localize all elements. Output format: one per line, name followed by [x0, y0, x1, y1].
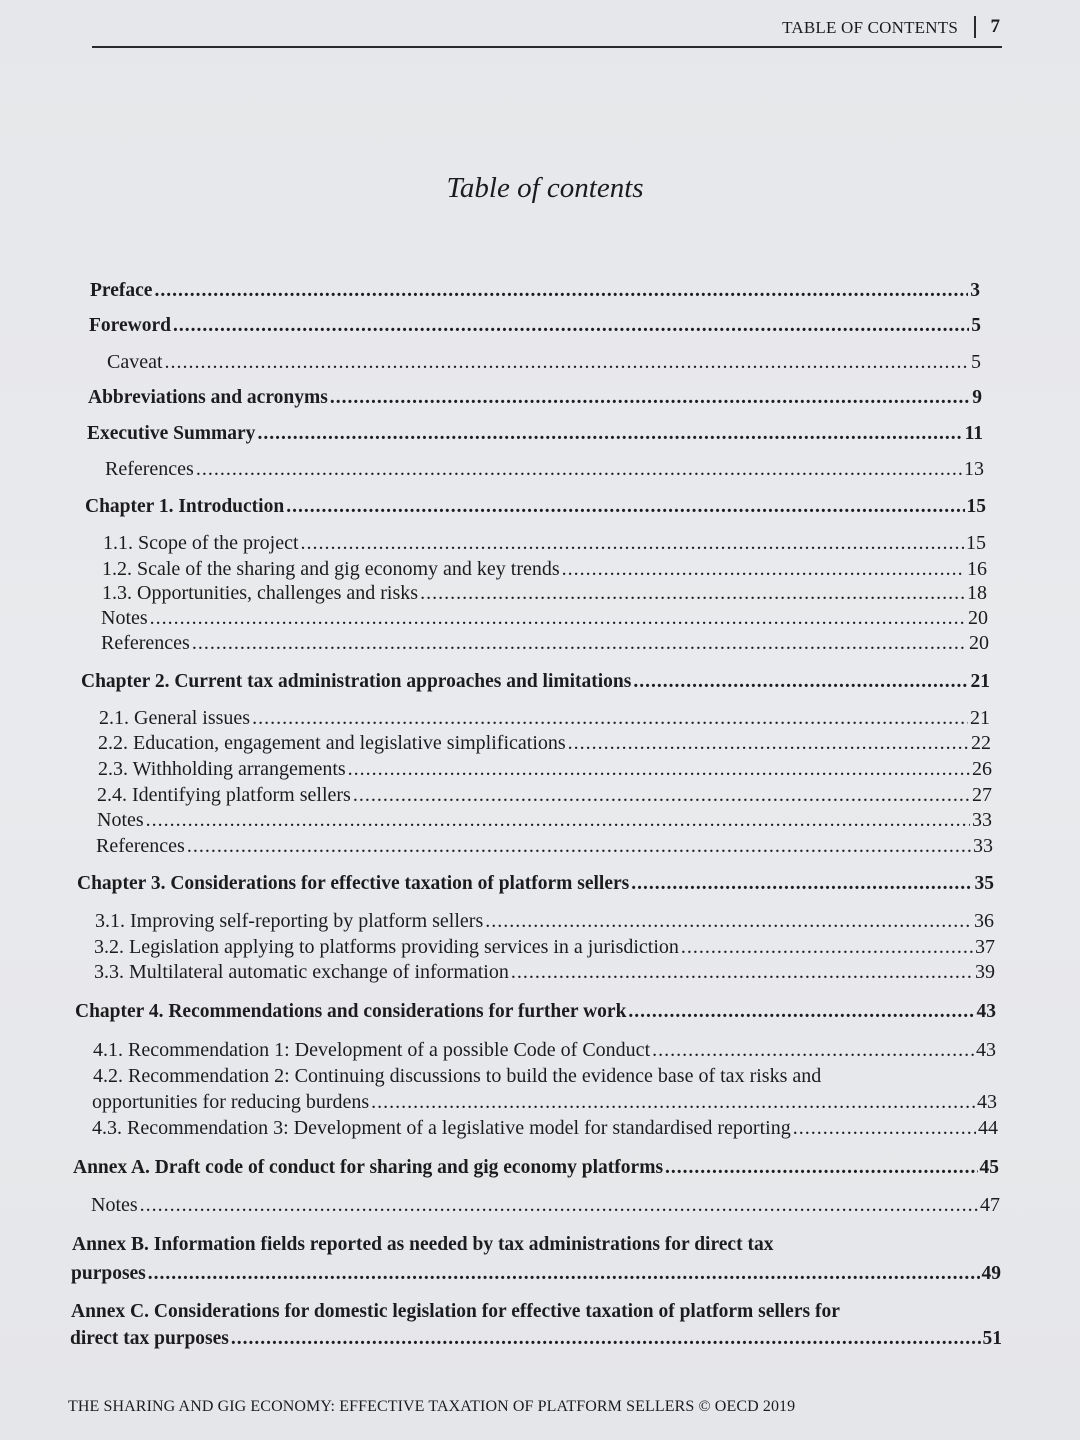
- toc-page: 47: [980, 1194, 1000, 1216]
- toc-label: Notes: [101, 607, 148, 629]
- toc-label: Chapter 3. Considerations for effective taxation of platform sellers: [77, 873, 630, 894]
- toc-entry-2-2[interactable]: [98, 732, 991, 755]
- toc-label: opportunities for reducing burdens: [92, 1091, 370, 1113]
- running-title: TABLE OF CONTENTS: [782, 18, 958, 37]
- toc-page: 39: [975, 961, 995, 983]
- toc-label: 3.3. Multilateral automatic exchange of information: [94, 961, 509, 983]
- toc-page: 33: [973, 835, 993, 857]
- toc-entry-chapter-2[interactable]: [81, 671, 990, 693]
- toc-label: Chapter 4. Recommendations and considerations for further work: [75, 1001, 627, 1022]
- toc-entry-caveat[interactable]: [107, 351, 981, 374]
- toc-label: Chapter 2. Current tax administration approaches and limitations: [81, 671, 632, 692]
- toc-label: 3.2. Legislation applying to platforms providing services in a jurisdiction: [94, 936, 679, 958]
- toc-page: 18: [967, 582, 987, 604]
- toc-page: 22: [971, 732, 991, 754]
- toc-page: 36: [974, 910, 994, 932]
- toc-entry-annex-c-first-line[interactable]: Annex C. Considerations for domestic legislation for effective taxation of platform sellers for: [71, 1301, 840, 1322]
- toc-entry-chapter-1[interactable]: [85, 496, 986, 518]
- toc-leader: [252, 707, 968, 730]
- toc-label: References: [101, 632, 190, 654]
- toc-leader: [348, 758, 970, 781]
- toc-entry-abbreviations[interactable]: [88, 387, 982, 409]
- toc-entry-chapter-4[interactable]: [75, 1001, 996, 1023]
- toc-label: Abbreviations and acronyms: [88, 387, 328, 408]
- toc-leader: [187, 835, 971, 858]
- toc-page: 9: [972, 387, 982, 408]
- toc-leader: [301, 532, 965, 555]
- toc-leader: [173, 315, 969, 337]
- toc-label: Annex A. Draft code of conduct for sharing and gig economy platforms: [73, 1157, 664, 1178]
- toc-entry-2-1[interactable]: [99, 707, 990, 730]
- toc-page: 3: [970, 280, 980, 301]
- toc-label: 2.2. Education, engagement and legislative simplifications: [98, 732, 566, 754]
- toc-entry-annex-b[interactable]: [71, 1263, 1001, 1285]
- toc-entry-executive-summary[interactable]: [87, 423, 983, 445]
- toc-leader: [631, 873, 972, 895]
- toc-label: References: [105, 458, 194, 480]
- toc-label: Chapter 1. Introduction: [85, 496, 285, 517]
- toc-entry-1-2[interactable]: [102, 558, 987, 581]
- toc-label: References: [96, 835, 185, 857]
- toc-entry-preface[interactable]: [90, 280, 980, 302]
- toc-page: 15: [966, 532, 986, 554]
- toc-leader: [330, 387, 970, 409]
- toc-entry-references[interactable]: [101, 632, 989, 655]
- toc-entry-references[interactable]: [96, 835, 993, 858]
- toc-page: 45: [979, 1157, 999, 1178]
- toc-entry-4-3[interactable]: [92, 1117, 998, 1140]
- toc-entry-foreword[interactable]: [89, 315, 981, 337]
- toc-page: 27: [972, 784, 992, 806]
- toc-page: 35: [974, 873, 994, 894]
- toc-label: 4.1. Recommendation 1: Development of a possible Code of Conduct: [93, 1039, 651, 1061]
- toc-leader: [568, 732, 969, 755]
- toc-label: 1.1. Scope of the project: [103, 532, 299, 554]
- toc-leader: [633, 671, 968, 693]
- toc-leader: [165, 351, 969, 374]
- page-title: Table of contents: [446, 172, 644, 204]
- toc-leader: [628, 1001, 974, 1023]
- toc-page: 20: [968, 607, 988, 629]
- toc-label: 2.4. Identifying platform sellers: [97, 784, 351, 806]
- toc-entry-annex-a[interactable]: [73, 1157, 999, 1179]
- toc-label: Notes: [97, 809, 144, 831]
- toc-leader: [485, 910, 972, 933]
- toc-entry-chapter-3[interactable]: [77, 873, 994, 895]
- toc-leader: [231, 1328, 981, 1350]
- toc-entry-4-2[interactable]: [92, 1091, 997, 1114]
- toc-leader: [192, 632, 967, 655]
- toc-leader: [665, 1157, 977, 1179]
- toc-label: 1.2. Scale of the sharing and gig economy and key trends: [102, 558, 560, 580]
- toc-leader: [140, 1194, 978, 1217]
- toc-entry-notes[interactable]: [101, 607, 988, 630]
- toc-entry-3-3[interactable]: [94, 961, 995, 984]
- toc-entry-4-2-first-line[interactable]: 4.2. Recommendation 2: Continuing discussions to build the evidence base of tax risks and: [93, 1065, 822, 1087]
- toc-label: Foreword: [89, 315, 171, 336]
- toc-leader: [371, 1091, 975, 1114]
- toc-leader: [286, 496, 964, 518]
- toc-page: 26: [972, 758, 992, 780]
- toc-leader: [353, 784, 970, 807]
- toc-entry-1-1[interactable]: [103, 532, 986, 555]
- toc-page: 11: [964, 423, 983, 444]
- toc-leader: [652, 1039, 974, 1062]
- toc-label: purposes: [71, 1263, 146, 1284]
- toc-entry-1-3[interactable]: [102, 582, 987, 605]
- toc-page: 43: [976, 1001, 996, 1022]
- toc-page: 5: [971, 351, 981, 373]
- toc-page: 13: [964, 458, 984, 480]
- toc-leader: [511, 961, 973, 984]
- toc-page: 51: [982, 1328, 1002, 1349]
- toc-entry-annex-c[interactable]: [70, 1328, 1002, 1350]
- page-number: 7: [990, 16, 1000, 37]
- toc-page: 37: [975, 936, 995, 958]
- toc-entry-2-3[interactable]: [98, 758, 992, 781]
- page-footer: THE SHARING AND GIG ECONOMY: EFFECTIVE TAXATION OF PLATFORM SELLERS © OECD 2019: [68, 1398, 796, 1415]
- toc-leader: [148, 1263, 980, 1285]
- toc-entry-4-1[interactable]: [93, 1039, 996, 1062]
- toc-label: Notes: [91, 1194, 138, 1216]
- toc-label: Preface: [90, 280, 153, 301]
- toc-entry-notes[interactable]: [97, 809, 992, 832]
- toc-page: 49: [981, 1263, 1001, 1284]
- toc-page: 43: [977, 1091, 997, 1113]
- toc-page: 5: [971, 315, 981, 336]
- toc-page: 16: [967, 558, 987, 580]
- toc-leader: [154, 280, 968, 302]
- toc-label: 2.1. General issues: [99, 707, 251, 729]
- toc-label: Executive Summary: [87, 423, 256, 444]
- toc-page: 33: [972, 809, 992, 831]
- toc-label: 4.3. Recommendation 3: Development of a legislative model for standardised reporting: [92, 1117, 791, 1139]
- toc-leader: [257, 423, 962, 445]
- toc-leader: [562, 558, 965, 581]
- toc-leader: [150, 607, 966, 630]
- toc-leader: [681, 936, 973, 959]
- toc-entry-3-1[interactable]: [95, 910, 994, 933]
- toc-label: 1.3. Opportunities, challenges and risks: [102, 582, 419, 604]
- toc-leader: [793, 1117, 976, 1140]
- toc-page: 20: [969, 632, 989, 654]
- toc-leader: [420, 582, 965, 605]
- toc-page: 21: [970, 707, 990, 729]
- toc-entry-notes[interactable]: [91, 1194, 1000, 1217]
- toc-label: 2.3. Withholding arrangements: [98, 758, 346, 780]
- toc-entry-3-2[interactable]: [94, 936, 995, 959]
- toc-page: 15: [966, 496, 986, 517]
- toc-entry-annex-b-first-line[interactable]: Annex B. Information fields reported as needed by tax administrations for direct tax: [72, 1234, 774, 1255]
- toc-label: Caveat: [107, 351, 163, 373]
- toc-label: 3.1. Improving self-reporting by platform sellers: [95, 910, 484, 932]
- toc-page: 21: [970, 671, 990, 692]
- toc-entry-2-4[interactable]: [97, 784, 992, 807]
- toc-leader: [196, 458, 962, 481]
- toc-page: 44: [978, 1117, 998, 1139]
- toc-page: 43: [976, 1039, 996, 1061]
- toc-label: direct tax purposes: [70, 1328, 229, 1349]
- toc-entry-references[interactable]: [105, 458, 984, 481]
- toc-leader: [146, 809, 970, 832]
